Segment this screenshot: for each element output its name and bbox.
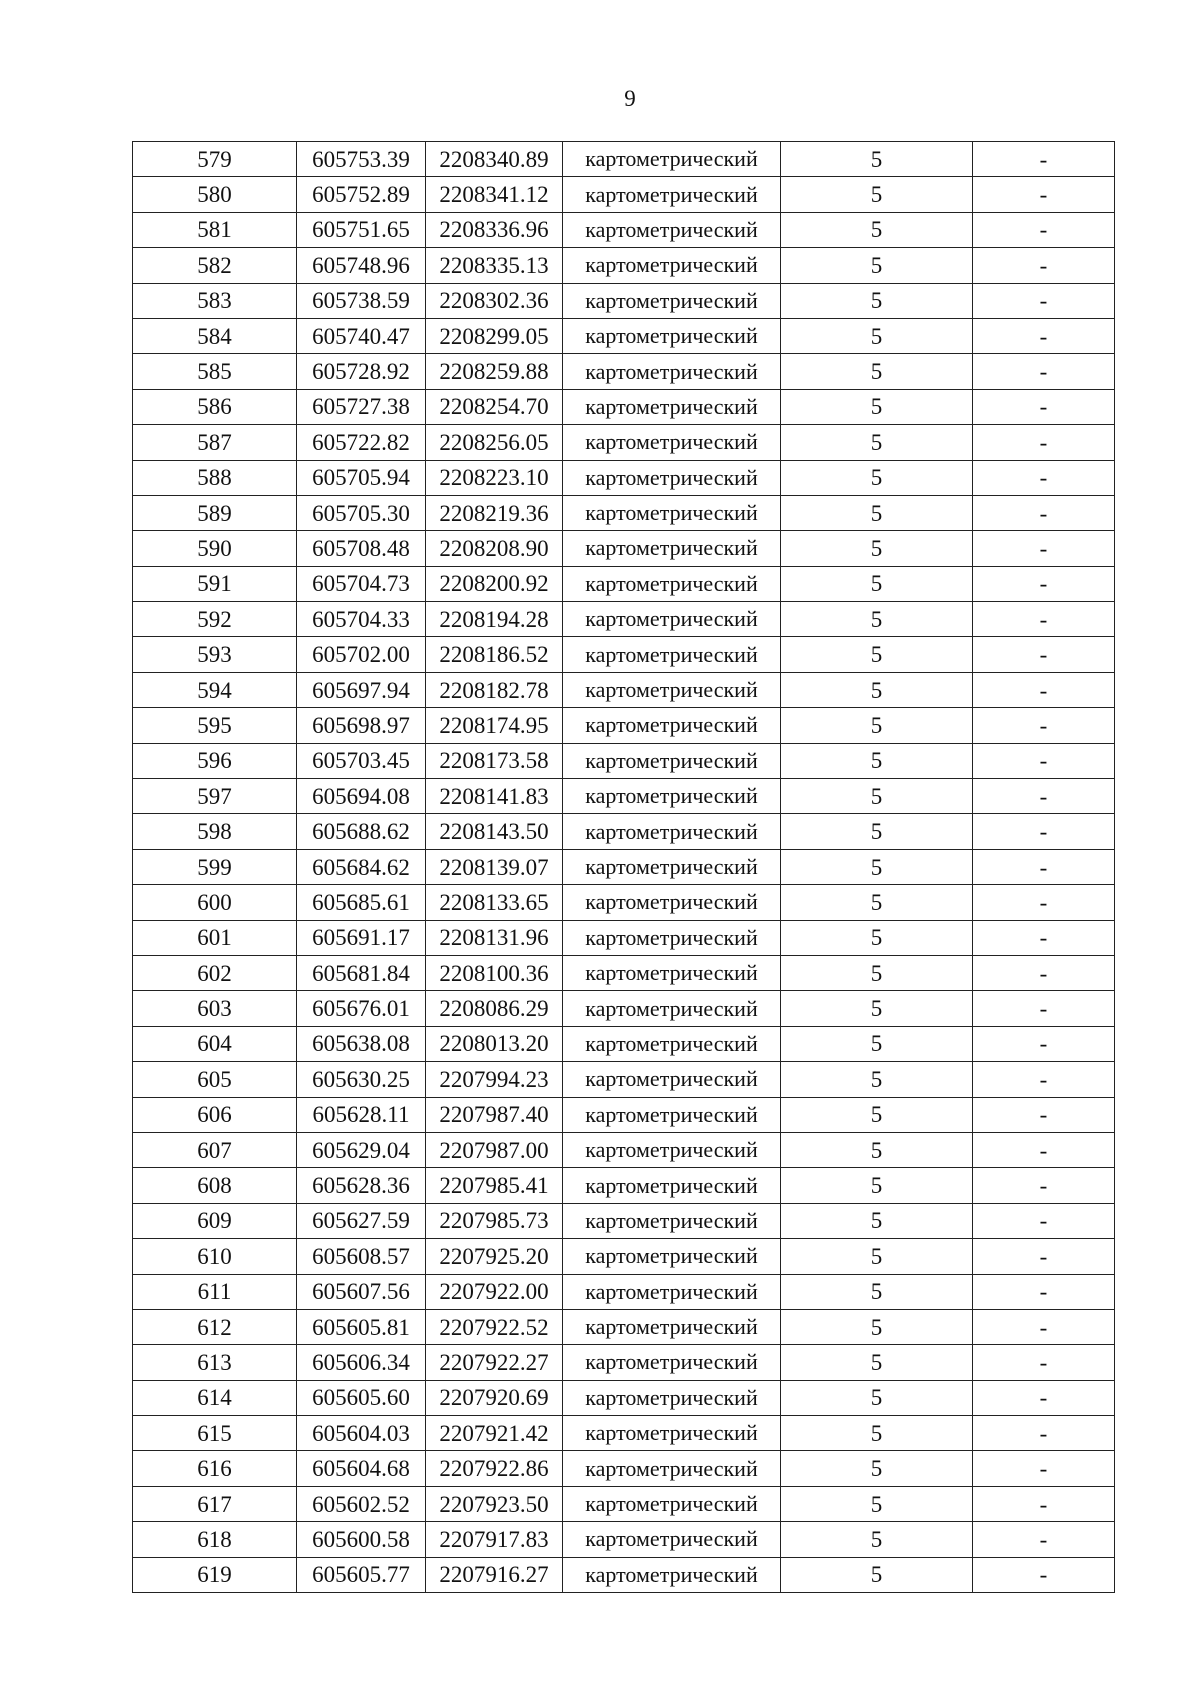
table-row: [133, 1451, 1115, 1486]
method-cell: картометрический: [563, 672, 781, 707]
accuracy-cell: 5: [781, 1062, 973, 1097]
point-number-cell: 588: [133, 460, 297, 495]
method-cell: картометрический: [563, 637, 781, 672]
table-row: [133, 672, 1115, 707]
accuracy-cell: 5: [781, 1274, 973, 1309]
y-coordinate-cell: 2207921.42: [426, 1416, 563, 1451]
x-coordinate-cell: 605688.62: [297, 814, 426, 849]
note-cell: -: [973, 743, 1115, 778]
point-number-cell: 592: [133, 602, 297, 637]
x-coordinate-cell: 605608.57: [297, 1239, 426, 1274]
note-cell: -: [973, 566, 1115, 601]
y-coordinate-cell: 2208086.29: [426, 991, 563, 1026]
table-row: [133, 1522, 1115, 1557]
x-coordinate-cell: 605702.00: [297, 637, 426, 672]
point-number-cell: 584: [133, 318, 297, 353]
x-coordinate-cell: 605704.73: [297, 566, 426, 601]
y-coordinate-cell: 2208133.65: [426, 885, 563, 920]
y-coordinate-cell: 2207925.20: [426, 1239, 563, 1274]
method-cell: картометрический: [563, 1062, 781, 1097]
table-row: [133, 885, 1115, 920]
note-cell: -: [973, 602, 1115, 637]
y-coordinate-cell: 2208186.52: [426, 637, 563, 672]
table-row: [133, 1380, 1115, 1415]
x-coordinate-cell: 605748.96: [297, 248, 426, 283]
table-row: [133, 708, 1115, 743]
method-cell: картометрический: [563, 1168, 781, 1203]
y-coordinate-cell: 2208131.96: [426, 920, 563, 955]
table-row: [133, 495, 1115, 530]
note-cell: -: [973, 991, 1115, 1026]
x-coordinate-cell: 605751.65: [297, 212, 426, 247]
table-row: [133, 460, 1115, 495]
accuracy-cell: 5: [781, 1486, 973, 1521]
method-cell: картометрический: [563, 566, 781, 601]
y-coordinate-cell: 2208335.13: [426, 248, 563, 283]
method-cell: картометрический: [563, 1486, 781, 1521]
point-number-cell: 608: [133, 1168, 297, 1203]
note-cell: -: [973, 1380, 1115, 1415]
y-coordinate-cell: 2207922.27: [426, 1345, 563, 1380]
y-coordinate-cell: 2208013.20: [426, 1026, 563, 1061]
note-cell: -: [973, 1451, 1115, 1486]
accuracy-cell: 5: [781, 955, 973, 990]
note-cell: -: [973, 1168, 1115, 1203]
table-row: [133, 142, 1115, 177]
accuracy-cell: 5: [781, 495, 973, 530]
x-coordinate-cell: 605703.45: [297, 743, 426, 778]
table-row: [133, 1097, 1115, 1132]
method-cell: картометрический: [563, 1239, 781, 1274]
accuracy-cell: 5: [781, 177, 973, 212]
table-row: [133, 849, 1115, 884]
method-cell: картометрический: [563, 1416, 781, 1451]
y-coordinate-cell: 2207923.50: [426, 1486, 563, 1521]
note-cell: -: [973, 283, 1115, 318]
x-coordinate-cell: 605740.47: [297, 318, 426, 353]
method-cell: картометрический: [563, 531, 781, 566]
accuracy-cell: 5: [781, 566, 973, 601]
table-row: [133, 1026, 1115, 1061]
method-cell: картометрический: [563, 283, 781, 318]
point-number-cell: 618: [133, 1522, 297, 1557]
point-number-cell: 613: [133, 1345, 297, 1380]
accuracy-cell: 5: [781, 920, 973, 955]
x-coordinate-cell: 605704.33: [297, 602, 426, 637]
table-row: [133, 1239, 1115, 1274]
accuracy-cell: 5: [781, 637, 973, 672]
x-coordinate-cell: 605728.92: [297, 354, 426, 389]
y-coordinate-cell: 2208200.92: [426, 566, 563, 601]
x-coordinate-cell: 605681.84: [297, 955, 426, 990]
point-number-cell: 603: [133, 991, 297, 1026]
method-cell: картометрический: [563, 495, 781, 530]
table-row: [133, 743, 1115, 778]
x-coordinate-cell: 605630.25: [297, 1062, 426, 1097]
point-number-cell: 604: [133, 1026, 297, 1061]
accuracy-cell: 5: [781, 1345, 973, 1380]
note-cell: -: [973, 814, 1115, 849]
point-number-cell: 596: [133, 743, 297, 778]
x-coordinate-cell: 605705.30: [297, 495, 426, 530]
table-row: [133, 779, 1115, 814]
y-coordinate-cell: 2208223.10: [426, 460, 563, 495]
accuracy-cell: 5: [781, 1416, 973, 1451]
note-cell: -: [973, 708, 1115, 743]
note-cell: -: [973, 1203, 1115, 1238]
accuracy-cell: 5: [781, 885, 973, 920]
table-row: [133, 318, 1115, 353]
y-coordinate-cell: 2208141.83: [426, 779, 563, 814]
note-cell: -: [973, 672, 1115, 707]
point-number-cell: 616: [133, 1451, 297, 1486]
x-coordinate-cell: 605600.58: [297, 1522, 426, 1557]
note-cell: -: [973, 1522, 1115, 1557]
method-cell: картометрический: [563, 1451, 781, 1486]
table-row: [133, 425, 1115, 460]
method-cell: картометрический: [563, 1026, 781, 1061]
note-cell: -: [973, 212, 1115, 247]
method-cell: картометрический: [563, 849, 781, 884]
note-cell: -: [973, 142, 1115, 177]
method-cell: картометрический: [563, 248, 781, 283]
point-number-cell: 619: [133, 1557, 297, 1592]
point-number-cell: 609: [133, 1203, 297, 1238]
table-row: [133, 389, 1115, 424]
table-row: [133, 814, 1115, 849]
y-coordinate-cell: 2208173.58: [426, 743, 563, 778]
x-coordinate-cell: 605722.82: [297, 425, 426, 460]
point-number-cell: 595: [133, 708, 297, 743]
point-number-cell: 589: [133, 495, 297, 530]
x-coordinate-cell: 605698.97: [297, 708, 426, 743]
table-row: [133, 531, 1115, 566]
method-cell: картометрический: [563, 460, 781, 495]
y-coordinate-cell: 2208299.05: [426, 318, 563, 353]
method-cell: картометрический: [563, 991, 781, 1026]
x-coordinate-cell: 605694.08: [297, 779, 426, 814]
table-row: [133, 920, 1115, 955]
accuracy-cell: 5: [781, 708, 973, 743]
method-cell: картометрический: [563, 955, 781, 990]
accuracy-cell: 5: [781, 814, 973, 849]
method-cell: картометрический: [563, 1309, 781, 1344]
method-cell: картометрический: [563, 708, 781, 743]
accuracy-cell: 5: [781, 779, 973, 814]
point-number-cell: 614: [133, 1380, 297, 1415]
y-coordinate-cell: 2207922.52: [426, 1309, 563, 1344]
x-coordinate-cell: 605602.52: [297, 1486, 426, 1521]
x-coordinate-cell: 605708.48: [297, 531, 426, 566]
table-row: [133, 1486, 1115, 1521]
method-cell: картометрический: [563, 1345, 781, 1380]
y-coordinate-cell: 2207985.41: [426, 1168, 563, 1203]
y-coordinate-cell: 2207916.27: [426, 1557, 563, 1592]
method-cell: картометрический: [563, 1380, 781, 1415]
x-coordinate-cell: 605604.68: [297, 1451, 426, 1486]
table-row: [133, 354, 1115, 389]
table-row: [133, 1416, 1115, 1451]
table-row: [133, 566, 1115, 601]
table-row: [133, 637, 1115, 672]
accuracy-cell: 5: [781, 849, 973, 884]
note-cell: -: [973, 531, 1115, 566]
note-cell: -: [973, 1132, 1115, 1167]
x-coordinate-cell: 605604.03: [297, 1416, 426, 1451]
note-cell: -: [973, 1062, 1115, 1097]
accuracy-cell: 5: [781, 1380, 973, 1415]
y-coordinate-cell: 2208336.96: [426, 212, 563, 247]
y-coordinate-cell: 2208256.05: [426, 425, 563, 460]
note-cell: -: [973, 495, 1115, 530]
point-number-cell: 579: [133, 142, 297, 177]
note-cell: -: [973, 460, 1115, 495]
method-cell: картометрический: [563, 1557, 781, 1592]
point-number-cell: 598: [133, 814, 297, 849]
method-cell: картометрический: [563, 779, 781, 814]
y-coordinate-cell: 2207987.00: [426, 1132, 563, 1167]
note-cell: -: [973, 1274, 1115, 1309]
method-cell: картометрический: [563, 354, 781, 389]
page-number: 9: [624, 86, 636, 111]
note-cell: -: [973, 637, 1115, 672]
note-cell: -: [973, 779, 1115, 814]
accuracy-cell: 5: [781, 1168, 973, 1203]
table-row: [133, 1168, 1115, 1203]
point-number-cell: 607: [133, 1132, 297, 1167]
accuracy-cell: 5: [781, 1203, 973, 1238]
y-coordinate-cell: 2207985.73: [426, 1203, 563, 1238]
method-cell: картометрический: [563, 885, 781, 920]
table-row: [133, 1132, 1115, 1167]
point-number-cell: 605: [133, 1062, 297, 1097]
table-row: [133, 1062, 1115, 1097]
note-cell: -: [973, 1486, 1115, 1521]
x-coordinate-cell: 605705.94: [297, 460, 426, 495]
accuracy-cell: 5: [781, 212, 973, 247]
note-cell: -: [973, 1345, 1115, 1380]
accuracy-cell: 5: [781, 1097, 973, 1132]
point-number-cell: 587: [133, 425, 297, 460]
method-cell: картометрический: [563, 318, 781, 353]
y-coordinate-cell: 2207917.83: [426, 1522, 563, 1557]
note-cell: -: [973, 1239, 1115, 1274]
point-number-cell: 580: [133, 177, 297, 212]
point-number-cell: 591: [133, 566, 297, 601]
point-number-cell: 615: [133, 1416, 297, 1451]
accuracy-cell: 5: [781, 672, 973, 707]
x-coordinate-cell: 605629.04: [297, 1132, 426, 1167]
method-cell: картометрический: [563, 1132, 781, 1167]
accuracy-cell: 5: [781, 743, 973, 778]
x-coordinate-cell: 605605.60: [297, 1380, 426, 1415]
y-coordinate-cell: 2208219.36: [426, 495, 563, 530]
x-coordinate-cell: 605605.77: [297, 1557, 426, 1592]
x-coordinate-cell: 605697.94: [297, 672, 426, 707]
table-row: [133, 955, 1115, 990]
accuracy-cell: 5: [781, 354, 973, 389]
point-number-cell: 597: [133, 779, 297, 814]
method-cell: картометрический: [563, 1097, 781, 1132]
y-coordinate-cell: 2208139.07: [426, 849, 563, 884]
note-cell: -: [973, 318, 1115, 353]
note-cell: -: [973, 1557, 1115, 1592]
table-row: [133, 602, 1115, 637]
accuracy-cell: 5: [781, 531, 973, 566]
accuracy-cell: 5: [781, 318, 973, 353]
point-number-cell: 617: [133, 1486, 297, 1521]
y-coordinate-cell: 2208182.78: [426, 672, 563, 707]
x-coordinate-cell: 605752.89: [297, 177, 426, 212]
point-number-cell: 599: [133, 849, 297, 884]
table-row: [133, 1203, 1115, 1238]
note-cell: -: [973, 248, 1115, 283]
note-cell: -: [973, 177, 1115, 212]
table-row: [133, 248, 1115, 283]
y-coordinate-cell: 2208254.70: [426, 389, 563, 424]
y-coordinate-cell: 2208208.90: [426, 531, 563, 566]
x-coordinate-cell: 605606.34: [297, 1345, 426, 1380]
x-coordinate-cell: 605607.56: [297, 1274, 426, 1309]
x-coordinate-cell: 605727.38: [297, 389, 426, 424]
x-coordinate-cell: 605638.08: [297, 1026, 426, 1061]
method-cell: картометрический: [563, 389, 781, 424]
accuracy-cell: 5: [781, 1451, 973, 1486]
accuracy-cell: 5: [781, 460, 973, 495]
table-row: [133, 1345, 1115, 1380]
point-number-cell: 590: [133, 531, 297, 566]
y-coordinate-cell: 2208194.28: [426, 602, 563, 637]
accuracy-cell: 5: [781, 1239, 973, 1274]
method-cell: картометрический: [563, 425, 781, 460]
method-cell: картометрический: [563, 920, 781, 955]
x-coordinate-cell: 605628.36: [297, 1168, 426, 1203]
note-cell: -: [973, 354, 1115, 389]
point-number-cell: 581: [133, 212, 297, 247]
method-cell: картометрический: [563, 814, 781, 849]
y-coordinate-cell: 2207920.69: [426, 1380, 563, 1415]
accuracy-cell: 5: [781, 283, 973, 318]
table-row: [133, 283, 1115, 318]
accuracy-cell: 5: [781, 1309, 973, 1344]
coordinates-table-body: [133, 142, 1115, 1593]
method-cell: картометрический: [563, 1274, 781, 1309]
y-coordinate-cell: 2208143.50: [426, 814, 563, 849]
note-cell: -: [973, 1309, 1115, 1344]
note-cell: -: [973, 1416, 1115, 1451]
note-cell: -: [973, 885, 1115, 920]
point-number-cell: 583: [133, 283, 297, 318]
y-coordinate-cell: 2208340.89: [426, 142, 563, 177]
x-coordinate-cell: 605627.59: [297, 1203, 426, 1238]
y-coordinate-cell: 2208100.36: [426, 955, 563, 990]
coordinates-table: [132, 141, 1115, 1593]
method-cell: картометрический: [563, 602, 781, 637]
y-coordinate-cell: 2207922.00: [426, 1274, 563, 1309]
note-cell: -: [973, 1026, 1115, 1061]
accuracy-cell: 5: [781, 1522, 973, 1557]
point-number-cell: 586: [133, 389, 297, 424]
accuracy-cell: 5: [781, 602, 973, 637]
point-number-cell: 611: [133, 1274, 297, 1309]
note-cell: -: [973, 849, 1115, 884]
x-coordinate-cell: 605684.62: [297, 849, 426, 884]
accuracy-cell: 5: [781, 1132, 973, 1167]
note-cell: -: [973, 920, 1115, 955]
point-number-cell: 610: [133, 1239, 297, 1274]
accuracy-cell: 5: [781, 248, 973, 283]
y-coordinate-cell: 2208174.95: [426, 708, 563, 743]
y-coordinate-cell: 2208302.36: [426, 283, 563, 318]
point-number-cell: 600: [133, 885, 297, 920]
y-coordinate-cell: 2207922.86: [426, 1451, 563, 1486]
accuracy-cell: 5: [781, 389, 973, 424]
x-coordinate-cell: 605628.11: [297, 1097, 426, 1132]
table-row: [133, 212, 1115, 247]
point-number-cell: 612: [133, 1309, 297, 1344]
accuracy-cell: 5: [781, 991, 973, 1026]
method-cell: картометрический: [563, 177, 781, 212]
point-number-cell: 594: [133, 672, 297, 707]
table-row: [133, 1309, 1115, 1344]
table-row: [133, 991, 1115, 1026]
x-coordinate-cell: 605738.59: [297, 283, 426, 318]
y-coordinate-cell: 2207987.40: [426, 1097, 563, 1132]
method-cell: картометрический: [563, 212, 781, 247]
x-coordinate-cell: 605753.39: [297, 142, 426, 177]
x-coordinate-cell: 605605.81: [297, 1309, 426, 1344]
accuracy-cell: 5: [781, 425, 973, 460]
table-row: [133, 1557, 1115, 1592]
point-number-cell: 601: [133, 920, 297, 955]
table-row: [133, 1274, 1115, 1309]
x-coordinate-cell: 605691.17: [297, 920, 426, 955]
y-coordinate-cell: 2208341.12: [426, 177, 563, 212]
note-cell: -: [973, 389, 1115, 424]
note-cell: -: [973, 1097, 1115, 1132]
method-cell: картометрический: [563, 743, 781, 778]
accuracy-cell: 5: [781, 1026, 973, 1061]
table-row: [133, 177, 1115, 212]
y-coordinate-cell: 2208259.88: [426, 354, 563, 389]
method-cell: картометрический: [563, 1522, 781, 1557]
point-number-cell: 606: [133, 1097, 297, 1132]
note-cell: -: [973, 425, 1115, 460]
y-coordinate-cell: 2207994.23: [426, 1062, 563, 1097]
point-number-cell: 593: [133, 637, 297, 672]
method-cell: картометрический: [563, 1203, 781, 1238]
method-cell: картометрический: [563, 142, 781, 177]
point-number-cell: 582: [133, 248, 297, 283]
accuracy-cell: 5: [781, 142, 973, 177]
point-number-cell: 585: [133, 354, 297, 389]
x-coordinate-cell: 605676.01: [297, 991, 426, 1026]
note-cell: -: [973, 955, 1115, 990]
point-number-cell: 602: [133, 955, 297, 990]
x-coordinate-cell: 605685.61: [297, 885, 426, 920]
accuracy-cell: 5: [781, 1557, 973, 1592]
